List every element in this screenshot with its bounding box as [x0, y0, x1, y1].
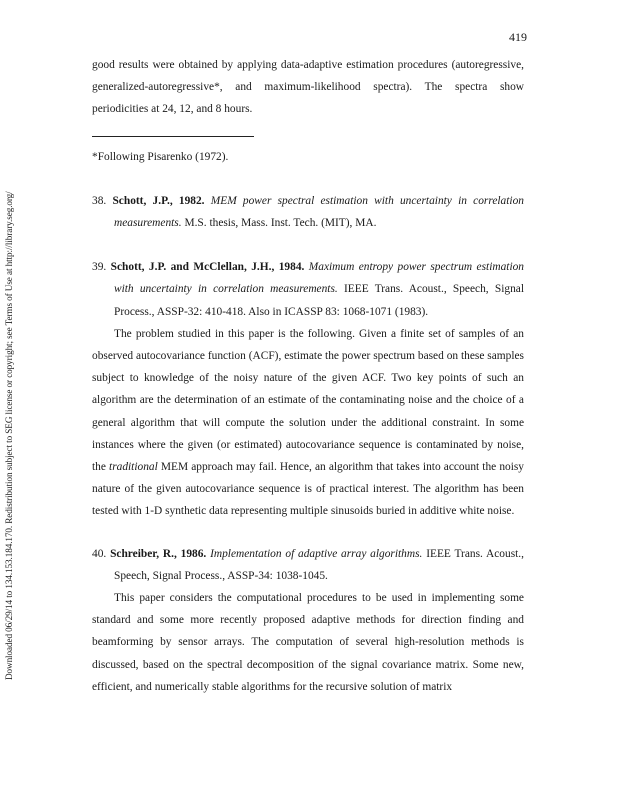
document-body	[92, 54, 524, 698]
reference-40	[92, 543, 524, 587]
reference-authors: Schott, J.P., 1982.	[112, 194, 205, 207]
reference-39	[92, 256, 524, 323]
reference-source: IEEE Trans. Acoust., Speech, Signal Process., ASSP-34: 1038-1045.	[114, 547, 524, 582]
reference-title: Implementation of adaptive array algorithms.	[210, 547, 423, 560]
reference-title: Maximum entropy power spectrum estimation with uncertainty in correlation measurements.	[114, 261, 524, 296]
page-number: 419	[509, 30, 527, 44]
download-notice	[2, 120, 16, 680]
reference-number: 38.	[92, 194, 107, 207]
footnote-rule	[92, 136, 254, 137]
reference-38	[92, 190, 524, 234]
abstract-emphasis: traditional	[109, 461, 158, 474]
reference-authors: Schott, J.P. and McClellan, J.H., 1984.	[110, 261, 305, 274]
reference-39-abstract	[92, 323, 524, 523]
download-notice-text: Downloaded 06/29/14 to 134.153.184.170. Redistribution subject to SEG license or copyright; see Terms of Use at http://library.seg.org/	[4, 191, 14, 680]
abstract-text-part2: MEM approach may fail. Hence, an algorithm that takes into account the noisy nature of the given autocovariance sequence is of practical interest. The algorithm has been tested with 1-D synthetic data representing multiple sinusoids buried in additive white noise.	[92, 461, 524, 518]
abstract-text-part1: The problem studied in this paper is the following. Given a finite set of samples of an observed autocovariance function (ACF), estimate the power spectrum based on these samples subject to knowledge of the noisy nature of the given ACF. Two key points of such an algorithm are the determination of an estimate of the contaminating noise and the choice of a general algorithm that will compute the solution under the additional constraint. In some instances where the given (or estimated) autocovariance sequence is contaminated by noise, the	[92, 327, 524, 474]
reference-source: IEEE Trans. Acoust., Speech, Signal Process., ASSP-32: 410-418. Also in ICASSP 83: 1068-1071 (1983).	[114, 283, 524, 318]
reference-number: 40.	[92, 547, 107, 560]
reference-title: MEM power spectral estimation with uncertainty in correlation measurements.	[114, 194, 524, 230]
reference-authors: Schreiber, R., 1986.	[110, 547, 207, 560]
intro-paragraph: good results were obtained by applying data-adaptive estimation procedures (autoregressive, generalized-autoregressive*, and maximum-likelihood spectra). The spectra show periodicities at 24, 12, and 8 hours.	[92, 59, 524, 116]
footnote: *Following Pisarenko (1972).	[92, 150, 229, 163]
reference-number: 39.	[92, 261, 107, 274]
reference-source: M.S. thesis, Mass. Inst. Tech. (MIT), MA.	[184, 217, 377, 230]
reference-40-abstract: This paper considers the computational procedures to be used in implementing some standard and some more recently proposed adaptive methods for direction finding and beamforming by sensor arrays. The computation of several high-resolution methods is discussed, based on the spectral decomposition of the signal covariance matrix. Some new, efficient, and numerically stable algorithms for the recursive solution of matrix	[92, 592, 524, 693]
